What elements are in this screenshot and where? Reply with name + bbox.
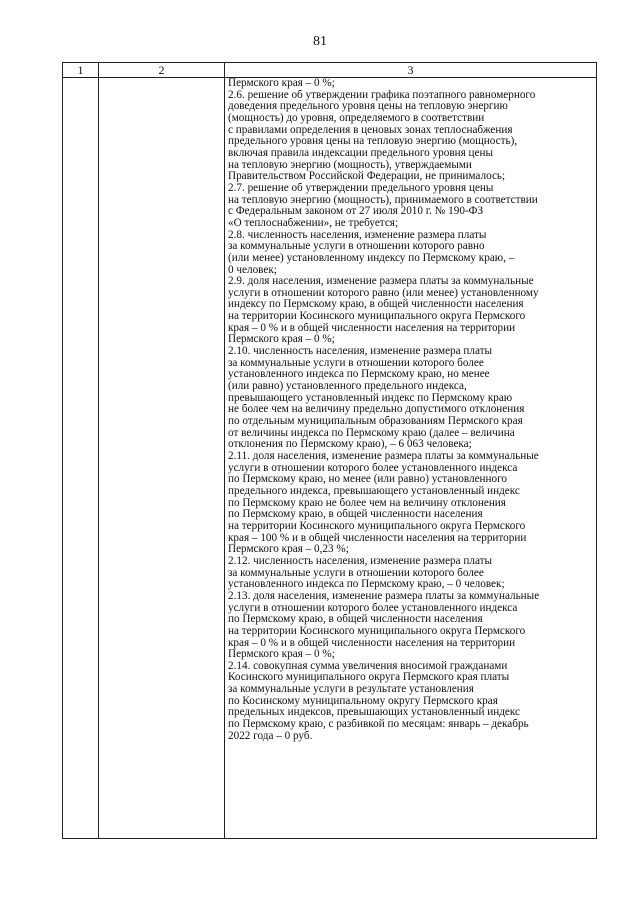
cell-column-1 [63,78,99,839]
text-line: за коммунальные услуги в отношении которого равно [228,241,485,253]
text-line: от величины индекса по Пермскому краю (далее – величина [228,427,515,439]
text-line: на территории Косинского муниципального округа Пермского [228,520,526,532]
text-line: по Пермскому краю, в общей численности населения [228,509,483,521]
text-line: индексу по Пермскому краю, в общей численности населения [228,299,524,311]
text-line: 2.7. решение об утверждении предельного уровня цены [228,182,494,194]
text-line: предельных индексов, превышающих установленный индекс [228,707,520,719]
text-line: Правительством Российской Федерации, не принималось; [228,171,506,183]
text-line: 2022 года – 0 руб. [228,730,313,742]
column-header-1: 1 [63,63,99,78]
cell-column-2 [99,78,225,839]
text-line: на территории Косинского муниципального округа Пермского [228,311,526,323]
text-line: Пермского края – 0 %; [228,649,335,661]
cell-column-3 [225,78,597,839]
text-line: 2.6. решение об утверждении графика поэтапного равномерного [228,89,536,101]
text-line: (или равно) установленного предельного индекса, [228,381,467,393]
text-line: Пермского края – 0 %; [228,78,335,89]
text-line: на тепловую энергию (мощность), принимаемого в соответствии [228,194,538,206]
column-header-2: 2 [99,63,225,78]
table-header-row [63,63,597,78]
text-line: края – 0 % и в общей численности населения на территории [228,322,516,334]
text-line: 2.13. доля населения, изменение размера платы за коммунальные [228,590,540,602]
text-line: за коммунальные услуги в результате установления [228,684,474,696]
text-line: Косинского муниципального округа Пермского края платы [228,672,510,684]
text-line: 2.9. доля населения, изменение размера платы за коммунальные [228,276,534,288]
text-line: 2.8. численность населения, изменение размера платы [228,229,487,241]
text-line: за коммунальные услуги в отношении которого более [228,567,484,579]
text-line: услуги в отношении которого более установленного индекса [228,602,518,614]
text-line: (или менее) установленному индексу по Пермскому краю, – [228,252,515,264]
text-line: 0 человек; [228,264,277,276]
text-line: по Пермскому краю, в общей численности населения [228,614,483,626]
text-line: предельного уровня цены на тепловую энергию (мощность), [228,136,518,148]
text-line: с Федеральным законом от 27 июля 2010 г. № 190-ФЗ [228,206,484,218]
document-table [62,62,597,839]
text-line: доведения предельного уровня цены на тепловую энергию [228,101,508,113]
text-line: 2.14. совокупная сумма увеличения вносимой гражданами [228,660,508,672]
text-line: услуги в отношении которого равно (или менее) установленному [228,287,539,299]
text-line: предельного индекса, превышающего установленный индекс [228,485,520,497]
text-line: «О теплоснабжении», не требуется; [228,217,399,229]
text-line: на территории Косинского муниципального округа Пермского [228,625,526,637]
text-line: не более чем на величину предельно допустимого отклонения [228,404,525,416]
text-line: по отдельным муниципальным образованиям Пермского края [228,416,523,428]
text-line: по Пермскому краю, с разбивкой по месяцам: январь – декабрь [228,719,529,731]
table-row [63,78,597,839]
text-line: Пермского края – 0 %; [228,334,335,346]
text-line: включая правила индексации предельного уровня цены [228,147,494,159]
text-line: за коммунальные услуги в отношении которого более [228,357,484,369]
text-line: превышающего установленный индекс по Пермскому краю [228,392,513,404]
text-line: 2.10. численность населения, изменение размера платы [228,346,493,358]
page-number: 81 [313,34,327,49]
text-line: услуги в отношении которого более установленного индекса [228,462,518,474]
text-line: 2.11. доля населения, изменение размера платы за коммунальные [228,451,539,462]
text-line: края – 0 % и в общей численности населения на территории [228,637,516,649]
text-line: по Пермскому краю, но менее (или равно) установленного [228,474,508,486]
column-header-3: 3 [225,63,597,78]
text-line: на тепловую энергию (мощность), утверждаемыми [228,159,472,171]
text-lines [228,78,594,742]
text-line: края – 100 % и в общей численности населения на территории [228,532,527,544]
text-line: отклонения по Пермскому краю), – 6 063 человека; [228,439,472,451]
text-line: установленного индекса по Пермскому краю, но менее [228,369,490,381]
text-line: по Пермскому краю не более чем на величину отклонения [228,497,506,509]
text-line: с правилами определения в ценовых зонах теплоснабжения [228,124,513,136]
text-line: установленного индекса по Пермскому краю, – 0 человек; [228,579,505,591]
text-line: (мощность) до уровня, определяемого в соответствии [228,112,485,124]
text-line: Пермского края – 0,23 %; [228,544,349,556]
text-line: 2.12. численность населения, изменение размера платы [228,555,493,567]
text-line: по Косинскому муниципальному округу Пермского края [228,695,498,707]
